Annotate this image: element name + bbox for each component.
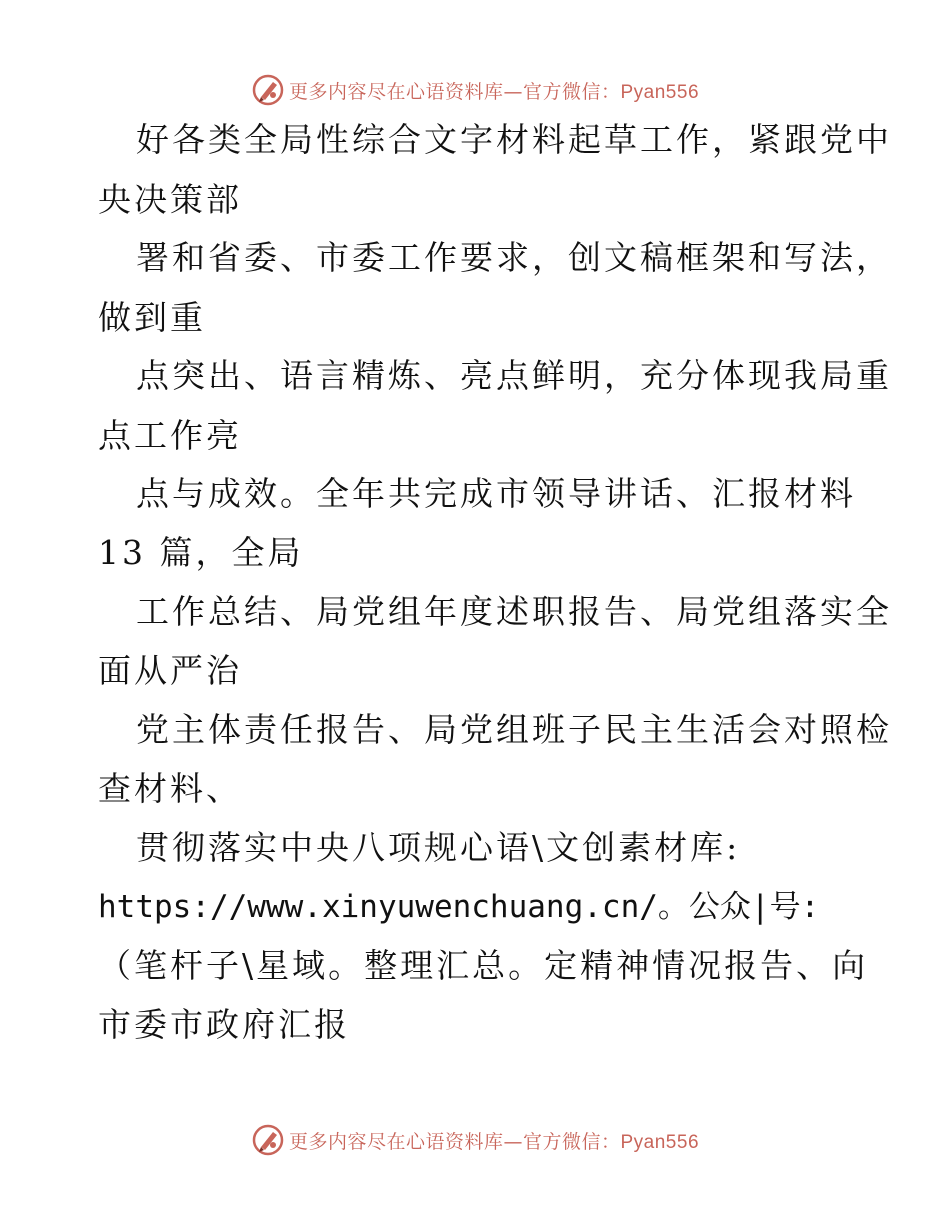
body-line: 查材料、 — [98, 769, 242, 808]
body-line: 工作总结、局党组年度述职报告、局党组落实全 — [136, 592, 892, 631]
watermark-wechat-id: Pyan556 — [620, 81, 700, 103]
watermark-text: 更多内容尽在心语资料库—官方微信： — [288, 1130, 621, 1153]
body-line: 做到重 — [98, 298, 206, 337]
pen-logo-icon — [251, 73, 285, 107]
body-line: 点工作亮 — [98, 416, 242, 455]
body-line: 好各类全局性综合文字材料起草工作，紧跟党中 — [136, 120, 892, 159]
body-line: 署和省委、市委工作要求，创文稿框架和写法， — [136, 238, 892, 277]
body-line-url: https://www.xinyuwenchuang.cn/。公众|号: — [98, 889, 820, 925]
footer-watermark — [0, 1120, 950, 1160]
body-line: 市委市政府汇报 — [98, 1005, 350, 1044]
watermark-wechat-id: Pyan556 — [620, 1131, 700, 1153]
body-line: 党主体责任报告、局党组班子民主生活会对照检 — [136, 710, 892, 749]
watermark-text: 更多内容尽在心语资料库—官方微信： — [288, 80, 621, 103]
body-line: 点与成效。全年共完成市领导讲话、汇报材料 — [136, 474, 856, 513]
body-line: 贯彻落实中央八项规心语\文创素材库: — [136, 828, 741, 867]
body-line: （笔杆子\星域。整理汇总。定精神情况报告、向 — [98, 946, 869, 985]
body-line: 13 篇，全局 — [98, 533, 304, 572]
pen-logo-icon — [251, 1123, 285, 1157]
body-line: 点突出、语言精炼、亮点鲜明，充分体现我局重 — [136, 356, 892, 395]
body-line: 央决策部 — [98, 180, 242, 219]
body-line: 面从严治 — [98, 651, 242, 690]
header-watermark — [0, 70, 950, 110]
